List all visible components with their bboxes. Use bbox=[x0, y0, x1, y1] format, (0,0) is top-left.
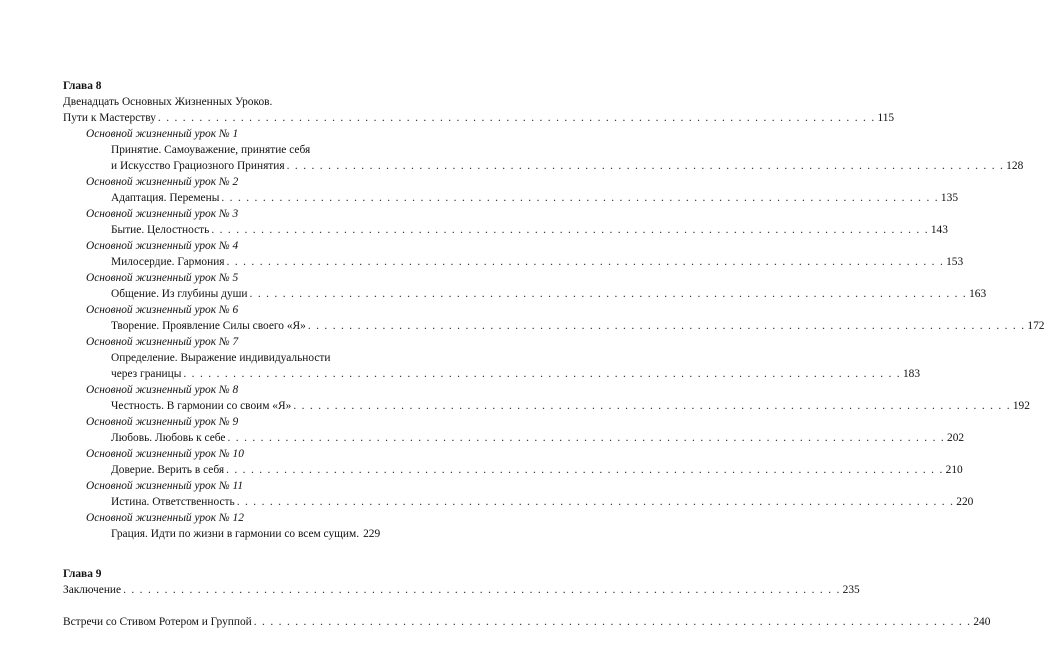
page-number: 210 bbox=[945, 464, 963, 476]
lesson-label: Основной жизненный урок № 12 bbox=[86, 512, 244, 524]
chapter-8-entry[interactable] bbox=[63, 110, 895, 126]
dot-leader bbox=[123, 582, 841, 598]
lesson-label: Основной жизненный урок № 1 bbox=[86, 128, 239, 140]
dot-leader bbox=[250, 286, 968, 302]
dot-leader bbox=[221, 190, 939, 206]
lesson-entry[interactable] bbox=[111, 462, 963, 478]
lesson-title: и Искусство Грациозного Принятия bbox=[111, 160, 285, 172]
page-number: 220 bbox=[956, 496, 974, 508]
dot-leader bbox=[227, 254, 945, 270]
chapter-8-title: Двенадцать Основных Жизненных Уроков. bbox=[63, 96, 273, 108]
lesson-title: Общение. Из глубины души bbox=[111, 288, 248, 300]
dot-leader bbox=[211, 222, 929, 238]
lesson-title: Творение. Проявление Силы своего «Я» bbox=[111, 320, 306, 332]
chapter-8-title-cont: Пути к Мастерству bbox=[63, 112, 156, 124]
page-number: 229 bbox=[363, 528, 381, 540]
lesson-label: Основной жизненный урок № 10 bbox=[86, 448, 244, 460]
lesson-entry[interactable] bbox=[111, 398, 1030, 414]
lesson-label: Основной жизненный урок № 8 bbox=[86, 384, 239, 396]
dot-leader bbox=[227, 430, 945, 446]
lesson-entry-line1: Определение. Выражение индивидуальности bbox=[111, 352, 331, 364]
lesson-entry-line1: Принятие. Самоуважение, принятие себя bbox=[111, 144, 311, 156]
lesson-title: Истина. Ответственность bbox=[111, 496, 235, 508]
lesson-entry[interactable] bbox=[111, 254, 964, 270]
page-number: 172 bbox=[1027, 320, 1044, 332]
chapter-9-entry[interactable] bbox=[63, 582, 860, 598]
page-number: 192 bbox=[1012, 400, 1030, 412]
dot-leader bbox=[158, 110, 876, 126]
lesson-label: Основной жизненный урок № 6 bbox=[86, 304, 239, 316]
page-number: 240 bbox=[973, 616, 991, 628]
lesson-entry[interactable] bbox=[111, 286, 987, 302]
lesson-entry[interactable] bbox=[111, 526, 381, 542]
dot-leader bbox=[308, 318, 1026, 334]
page-number: 135 bbox=[940, 192, 959, 204]
dot-leader bbox=[254, 614, 972, 630]
dot-leader bbox=[293, 398, 1011, 414]
lesson-entry[interactable] bbox=[111, 430, 965, 446]
chapter-9-title: Заключение bbox=[63, 584, 122, 596]
dot-leader bbox=[287, 158, 1005, 174]
lesson-entry[interactable] bbox=[111, 190, 959, 206]
page-number: 153 bbox=[946, 256, 964, 268]
lesson-title: Милосердие. Гармония bbox=[111, 256, 225, 268]
lesson-title: Бытие. Целостность bbox=[111, 224, 210, 236]
lesson-title: через границы bbox=[111, 368, 182, 380]
dot-leader bbox=[237, 494, 955, 510]
lesson-entry[interactable] bbox=[111, 318, 1044, 334]
lesson-label: Основной жизненный урок № 7 bbox=[86, 336, 239, 348]
dot-leader bbox=[226, 462, 944, 478]
lesson-label: Основной жизненный урок № 2 bbox=[86, 176, 239, 188]
lesson-label: Основной жизненный урок № 9 bbox=[86, 416, 239, 428]
meetings-entry[interactable] bbox=[63, 614, 991, 630]
page-number: 163 bbox=[969, 288, 987, 300]
lesson-entry[interactable] bbox=[111, 494, 974, 510]
lesson-entry[interactable] bbox=[111, 366, 921, 382]
lesson-label: Основной жизненный урок № 5 bbox=[86, 272, 239, 284]
lesson-title: Адаптация. Перемены bbox=[111, 192, 220, 204]
page-number: 202 bbox=[947, 432, 965, 444]
lesson-title: Честность. В гармонии со своим «Я» bbox=[111, 400, 292, 412]
lesson-label: Основной жизненный урок № 4 bbox=[86, 240, 239, 252]
lesson-title: Любовь. Любовь к себе bbox=[111, 432, 226, 444]
page-number: 183 bbox=[902, 368, 921, 380]
dot-leader bbox=[183, 366, 901, 382]
lesson-label: Основной жизненный урок № 11 bbox=[86, 480, 244, 492]
lesson-label: Основной жизненный урок № 3 bbox=[86, 208, 239, 220]
meetings-title: Встречи со Стивом Ротером и Группой bbox=[63, 616, 252, 628]
chapter-8-heading: Глава 8 bbox=[63, 80, 102, 92]
lesson-title: Грация. Идти по жизни в гармонии со всем сущим. bbox=[111, 528, 360, 540]
page-number: 235 bbox=[842, 584, 860, 596]
page-number: 115 bbox=[877, 112, 895, 124]
page-number: 143 bbox=[930, 224, 948, 236]
page-number: 128 bbox=[1006, 160, 1024, 172]
lesson-entry[interactable] bbox=[111, 222, 948, 238]
lesson-title: Доверие. Верить в себя bbox=[111, 464, 225, 476]
lesson-entry[interactable] bbox=[111, 158, 1024, 174]
chapter-9-heading: Глава 9 bbox=[63, 568, 102, 580]
